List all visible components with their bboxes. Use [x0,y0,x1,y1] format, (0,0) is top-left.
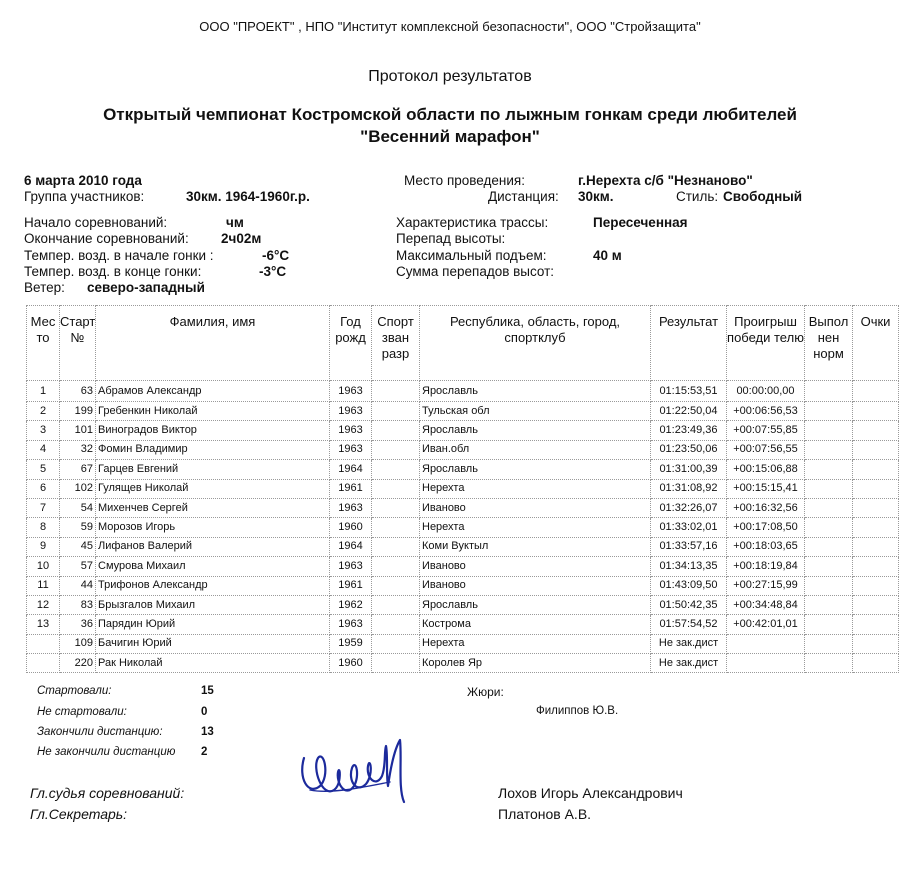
jury-name: Филиппов Ю.В. [536,705,619,717]
cell-year: 1963 [330,381,372,402]
cell-year: 1963 [330,421,372,440]
cell-place: 7 [27,498,60,517]
cell-rank [372,654,420,673]
cell-region: Кострома [420,615,651,634]
cell-points [853,595,899,614]
table-row [27,440,899,459]
cell-bib: 83 [60,595,96,614]
cell-name: Рак Николай [96,654,330,673]
cell-name: Трифонов Александр [96,576,330,595]
cell-fulfilled [805,595,853,614]
venue-label: Место проведения: [404,173,525,188]
cell-result: Не зак.дист [651,634,727,653]
cell-points [853,615,899,634]
not-finished-value: 2 [201,746,208,758]
cell-place: 10 [27,557,60,576]
cell-name: Михенчев Сергей [96,498,330,517]
cell-rank [372,557,420,576]
cell-name: Фомин Владимир [96,440,330,459]
cell-place [27,654,60,673]
cell-region: Ярославль [420,460,651,479]
cell-year: 1961 [330,479,372,498]
max-climb-value: 40 м [593,248,622,263]
cell-name: Гарцев Евгений [96,460,330,479]
start-time-label: Начало соревнований: [24,215,168,230]
cell-name: Морозов Игорь [96,518,330,537]
cell-rank [372,402,420,421]
cell-bib: 57 [60,557,96,576]
track-value: Пересеченная [593,215,688,230]
cell-result: 01:32:26,07 [651,498,727,517]
sum-climbs-label: Сумма перепадов высот: [396,264,555,279]
temp-end-value: -3°C [259,264,287,279]
table-row [27,479,899,498]
cell-fulfilled [805,634,853,653]
wind-label: Ветер: [24,280,65,295]
secretary-label: Гл.Секретарь: [30,806,128,822]
cell-name: Лифанов Валерий [96,537,330,556]
header-behind: Проигрыш победи телю [727,306,805,381]
not-finished-label: Не закончили дистанцию [37,746,176,758]
cell-behind: +00:17:08,50 [727,518,805,537]
cell-year: 1964 [330,460,372,479]
cell-points [853,402,899,421]
cell-rank [372,615,420,634]
cell-region: Иваново [420,576,651,595]
cell-result: 01:15:53,51 [651,381,727,402]
cell-year: 1960 [330,654,372,673]
cell-bib: 44 [60,576,96,595]
cell-bib: 102 [60,479,96,498]
style-value: Свободный [723,189,803,204]
cell-behind: +00:07:56,55 [727,440,805,459]
cell-rank [372,440,420,459]
end-time-label: Окончание соревнований: [24,231,189,246]
cell-name: Брызгалов Михаил [96,595,330,614]
cell-rank [372,460,420,479]
cell-place: 1 [27,381,60,402]
cell-behind: +00:27:15,99 [727,576,805,595]
cell-year: 1963 [330,615,372,634]
started-label: Стартовали: [37,685,112,697]
max-climb-label: Максимальный подъем: [396,248,547,263]
event-date: 6 марта 2010 года [24,173,142,188]
cell-bib: 54 [60,498,96,517]
cell-place: 9 [27,537,60,556]
secretary-name: Платонов А.В. [498,806,592,822]
cell-year: 1961 [330,576,372,595]
cell-region: Ярославль [420,595,651,614]
finished-label: Закончили дистанцию: [37,726,163,738]
cell-region: Коми Вуктыл [420,537,651,556]
cell-points [853,479,899,498]
cell-name: Парядин Юрий [96,615,330,634]
cell-region: Нерехта [420,518,651,537]
cell-name: Бачигин Юрий [96,634,330,653]
cell-place: 12 [27,595,60,614]
cell-name: Виноградов Виктор [96,421,330,440]
cell-rank [372,498,420,517]
cell-bib: 67 [60,460,96,479]
cell-result: Не зак.дист [651,654,727,673]
table-row [27,576,899,595]
track-label: Характеристика трассы: [396,215,549,230]
table-row [27,460,899,479]
cell-behind: +00:06:56,53 [727,402,805,421]
cell-result: 01:23:50,06 [651,440,727,459]
cell-rank [372,479,420,498]
handwritten-signature [290,728,420,818]
cell-region: Иван.обл [420,440,651,459]
cell-place: 5 [27,460,60,479]
distance-value: 30км. [578,189,614,204]
table-row [27,595,899,614]
cell-fulfilled [805,537,853,556]
cell-place: 11 [27,576,60,595]
cell-points [853,634,899,653]
cell-behind [727,654,805,673]
started-value: 15 [201,685,214,697]
group-value: 30км. 1964-1960г.р. [186,189,310,204]
table-row [27,498,899,517]
header-region: Республика, область, город, спортклуб [420,306,651,381]
cell-fulfilled [805,615,853,634]
table-row [27,615,899,634]
table-row [27,381,899,402]
cell-region: Нерехта [420,634,651,653]
temp-start-value: -6°C [262,248,290,263]
finished-value: 13 [201,726,214,738]
cell-year: 1959 [330,634,372,653]
header-year: Год рожд [330,306,372,381]
cell-bib: 101 [60,421,96,440]
cell-points [853,518,899,537]
table-row [27,421,899,440]
cell-points [853,557,899,576]
document-title: Протокол результатов [368,68,532,85]
cell-place: 2 [27,402,60,421]
cell-result: 01:33:02,01 [651,518,727,537]
cell-place: 8 [27,518,60,537]
cell-fulfilled [805,460,853,479]
cell-result: 01:50:42,35 [651,595,727,614]
cell-fulfilled [805,440,853,459]
header-name: Фамилия, имя [96,306,330,381]
cell-behind: +00:18:19,84 [727,557,805,576]
start-time-value: чм [226,215,244,230]
cell-bib: 59 [60,518,96,537]
cell-year: 1963 [330,402,372,421]
cell-name: Абрамов Александр [96,381,330,402]
cell-year: 1964 [330,537,372,556]
venue-value: г.Нерехта с/б "Незнаново" [578,173,753,188]
cell-place: 4 [27,440,60,459]
cell-fulfilled [805,557,853,576]
cell-fulfilled [805,518,853,537]
cell-points [853,498,899,517]
header-rank: Спорт зван разр [372,306,420,381]
cell-points [853,440,899,459]
cell-bib: 63 [60,381,96,402]
cell-rank [372,537,420,556]
chief-judge-label: Гл.судья соревнований: [30,785,185,801]
cell-behind: +00:42:01,01 [727,615,805,634]
cell-place [27,634,60,653]
jury-label: Жюри: [467,685,504,699]
cell-fulfilled [805,576,853,595]
cell-region: Нерехта [420,479,651,498]
cell-points [853,381,899,402]
cell-rank [372,518,420,537]
cell-points [853,421,899,440]
cell-result: 01:31:00,39 [651,460,727,479]
distance-label: Дистанция: [488,189,559,204]
cell-year: 1962 [330,595,372,614]
cell-place: 6 [27,479,60,498]
cell-behind: +00:15:15,41 [727,479,805,498]
not-started-label: Не стартовали: [37,706,127,718]
cell-place: 13 [27,615,60,634]
cell-behind: 00:00:00,00 [727,381,805,402]
cell-fulfilled [805,421,853,440]
table-row [27,557,899,576]
cell-year: 1963 [330,557,372,576]
cell-fulfilled [805,654,853,673]
cell-region: Иваново [420,557,651,576]
results-table [26,305,899,673]
table-header-row [27,306,899,381]
cell-year: 1963 [330,440,372,459]
group-label: Группа участников: [24,189,145,204]
table-row [27,654,899,673]
cell-points [853,654,899,673]
temp-end-label: Темпер. возд. в конце гонки: [24,264,202,279]
cell-place: 3 [27,421,60,440]
cell-points [853,576,899,595]
cell-rank [372,381,420,402]
table-row [27,402,899,421]
cell-fulfilled [805,381,853,402]
cell-behind: +00:16:32,56 [727,498,805,517]
header-result: Результат [651,306,727,381]
header-place: Мес то [27,306,60,381]
cell-fulfilled [805,402,853,421]
cell-result: 01:57:54,52 [651,615,727,634]
cell-result: 01:33:57,16 [651,537,727,556]
cell-bib: 199 [60,402,96,421]
cell-result: 01:23:49,36 [651,421,727,440]
not-started-value: 0 [201,706,208,718]
cell-bib: 220 [60,654,96,673]
organizers-line: ООО "ПРОЕКТ" , НПО "Институт комплексной безопасности", ООО "Стройзащита" [199,19,701,34]
cell-name: Смурова Михаил [96,557,330,576]
cell-fulfilled [805,479,853,498]
cell-year: 1963 [330,498,372,517]
cell-behind: +00:07:55,85 [727,421,805,440]
cell-bib: 36 [60,615,96,634]
cell-name: Гулящев Николай [96,479,330,498]
cell-result: 01:43:09,50 [651,576,727,595]
cell-bib: 32 [60,440,96,459]
end-time-value: 2ч02м [221,231,262,246]
style-label: Стиль: [676,189,719,204]
cell-points [853,537,899,556]
table-row [27,518,899,537]
cell-behind [727,634,805,653]
height-diff-label: Перепад высоты: [396,231,506,246]
chief-judge-name: Лохов Игорь Александрович [498,785,683,801]
cell-bib: 109 [60,634,96,653]
cell-points [853,460,899,479]
cell-rank [372,595,420,614]
cell-behind: +00:18:03,65 [727,537,805,556]
cell-rank [372,634,420,653]
cell-region: Иваново [420,498,651,517]
header-fulfilled: Выпол нен норм [805,306,853,381]
cell-fulfilled [805,498,853,517]
cell-result: 01:22:50,04 [651,402,727,421]
cell-result: 01:31:08,92 [651,479,727,498]
cell-region: Королев Яр [420,654,651,673]
temp-start-label: Темпер. возд. в начале гонки : [24,248,214,263]
cell-year: 1960 [330,518,372,537]
header-points: Очки [853,306,899,381]
cell-rank [372,576,420,595]
event-title: Открытый чемпионат Костромской области по лыжным гонкам среди любителей "Весенний марафон" [103,105,797,146]
cell-region: Ярославль [420,421,651,440]
cell-behind: +00:34:48,84 [727,595,805,614]
wind-value: северо-западный [87,280,205,295]
table-row [27,537,899,556]
cell-name: Гребенкин Николай [96,402,330,421]
cell-region: Тульская обл [420,402,651,421]
cell-result: 01:34:13,35 [651,557,727,576]
cell-bib: 45 [60,537,96,556]
cell-rank [372,421,420,440]
cell-behind: +00:15:06,88 [727,460,805,479]
cell-region: Ярославль [420,381,651,402]
header-bib: Старт № [60,306,96,381]
table-row [27,634,899,653]
